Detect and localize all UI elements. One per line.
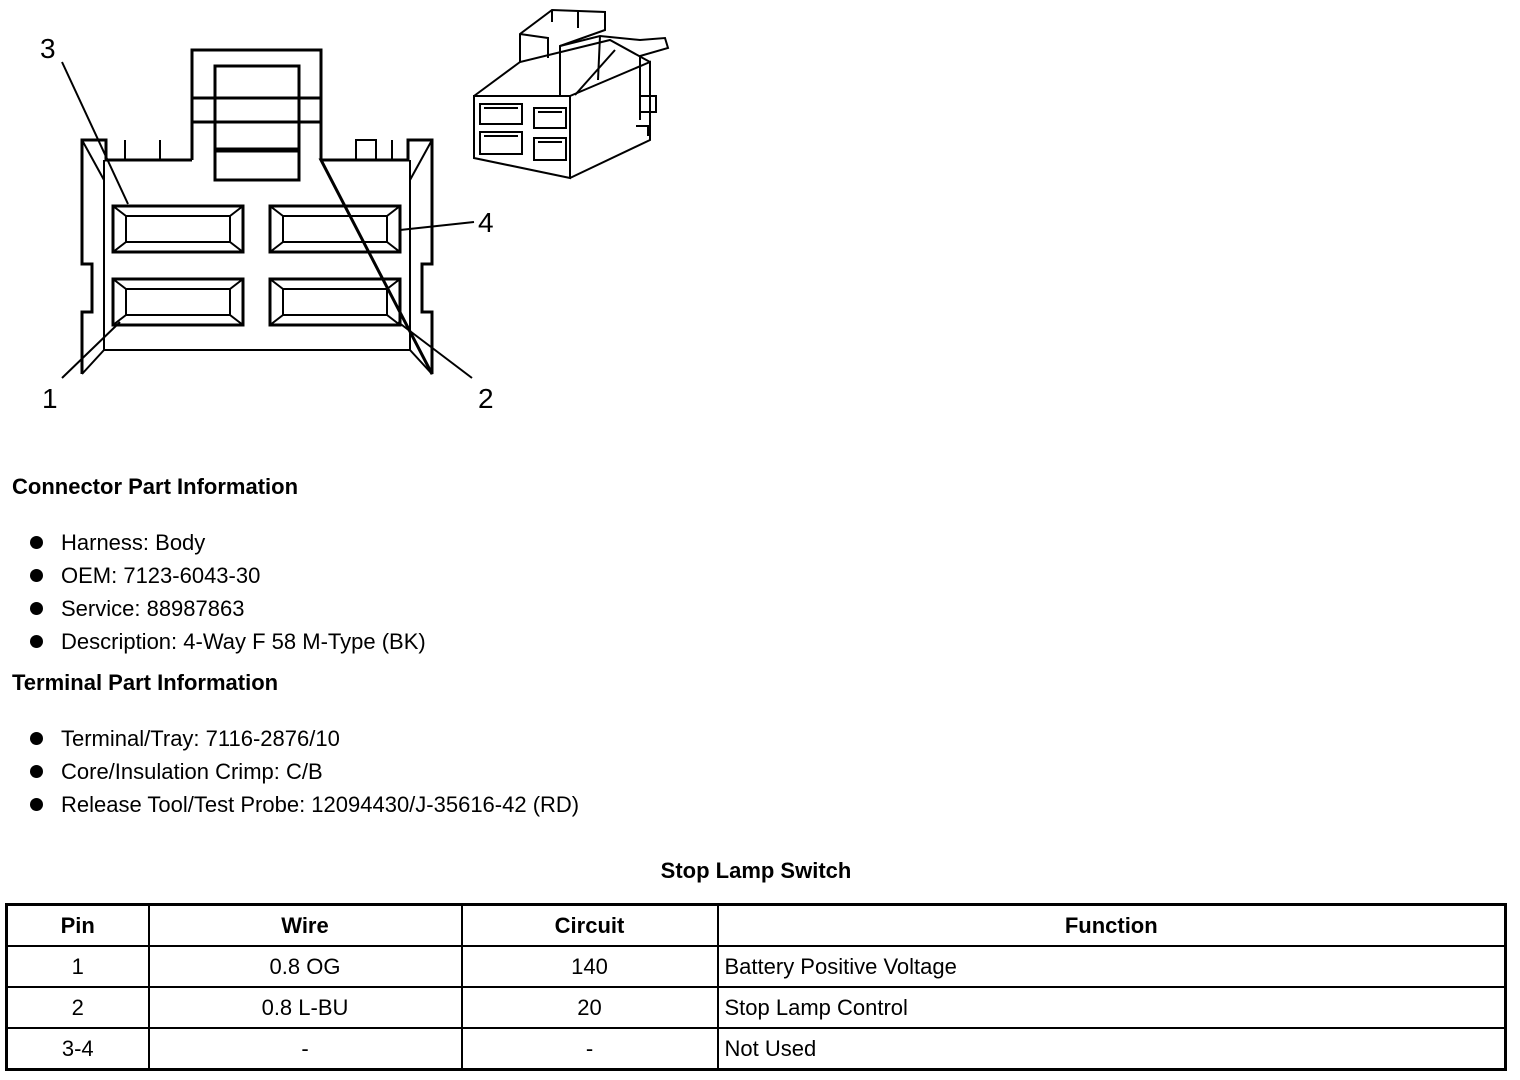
- terminal-info-heading: Terminal Part Information: [12, 670, 279, 695]
- pin-label-1: 1: [42, 383, 58, 414]
- cell-pin: 3-4: [7, 1028, 149, 1070]
- list-item-text: Release Tool/Test Probe: 12094430/J-35616-42 (RD): [61, 792, 580, 817]
- cell-function: Battery Positive Voltage: [718, 946, 1506, 987]
- list-item: [28, 788, 579, 821]
- list-item: [28, 526, 426, 559]
- terminal-info-list: [28, 722, 579, 821]
- pin-label-3: 3: [40, 33, 56, 64]
- cell-wire: 0.8 L-BU: [149, 987, 462, 1028]
- leader-line-3: [62, 62, 128, 204]
- bullet-icon: [30, 765, 43, 778]
- connector-isometric-illustration: [474, 10, 668, 178]
- table-row: [7, 987, 1506, 1028]
- list-item-text: Description: 4-Way F 58 M-Type (BK): [61, 629, 426, 654]
- list-item: [28, 559, 426, 592]
- cavity-4: [270, 206, 400, 252]
- pin-label-4: 4: [478, 207, 494, 238]
- cell-function: Stop Lamp Control: [718, 987, 1506, 1028]
- list-item-text: Terminal/Tray: 7116-2876/10: [61, 726, 340, 751]
- cell-circuit: 20: [462, 987, 718, 1028]
- column-header-function: Function: [718, 905, 1506, 947]
- cell-function: Not Used: [718, 1028, 1506, 1070]
- list-item: [28, 722, 579, 755]
- cell-pin: 1: [7, 946, 149, 987]
- connector-info-list: [28, 526, 426, 658]
- column-header-wire: Wire: [149, 905, 462, 947]
- table-row: [7, 1028, 1506, 1070]
- list-item-text: Harness: Body: [61, 530, 206, 555]
- cell-circuit: -: [462, 1028, 718, 1070]
- column-header-circuit: Circuit: [462, 905, 718, 947]
- connector-body: [82, 140, 432, 374]
- bullet-icon: [30, 569, 43, 582]
- bullet-icon: [30, 536, 43, 549]
- bullet-icon: [30, 798, 43, 811]
- bullet-icon: [30, 602, 43, 615]
- cell-pin: 2: [7, 987, 149, 1028]
- connector-latch: [192, 50, 321, 180]
- bullet-icon: [30, 732, 43, 745]
- column-header-pin: Pin: [7, 905, 149, 947]
- list-item-text: Service: 88987863: [61, 596, 245, 621]
- list-item-text: Core/Insulation Crimp: C/B: [61, 759, 323, 784]
- list-item: [28, 755, 579, 788]
- pinout-table: [5, 903, 1507, 1071]
- connector-diagram: [0, 0, 700, 440]
- leader-line-4: [400, 222, 474, 230]
- list-item-text: OEM: 7123-6043-30: [61, 563, 261, 588]
- connector-info-heading: Connector Part Information: [12, 474, 299, 499]
- cell-wire: -: [149, 1028, 462, 1070]
- list-item: [28, 625, 426, 658]
- pin-label-2: 2: [478, 383, 494, 414]
- cell-circuit: 140: [462, 946, 718, 987]
- cell-wire: 0.8 OG: [149, 946, 462, 987]
- list-item: [28, 592, 426, 625]
- table-title: Stop Lamp Switch: [660, 858, 852, 883]
- cavity-2: [270, 279, 400, 325]
- cavity-3: [113, 206, 243, 252]
- cavity-1: [113, 279, 243, 325]
- table-header-row: [7, 905, 1506, 947]
- bullet-icon: [30, 635, 43, 648]
- table-row: [7, 946, 1506, 987]
